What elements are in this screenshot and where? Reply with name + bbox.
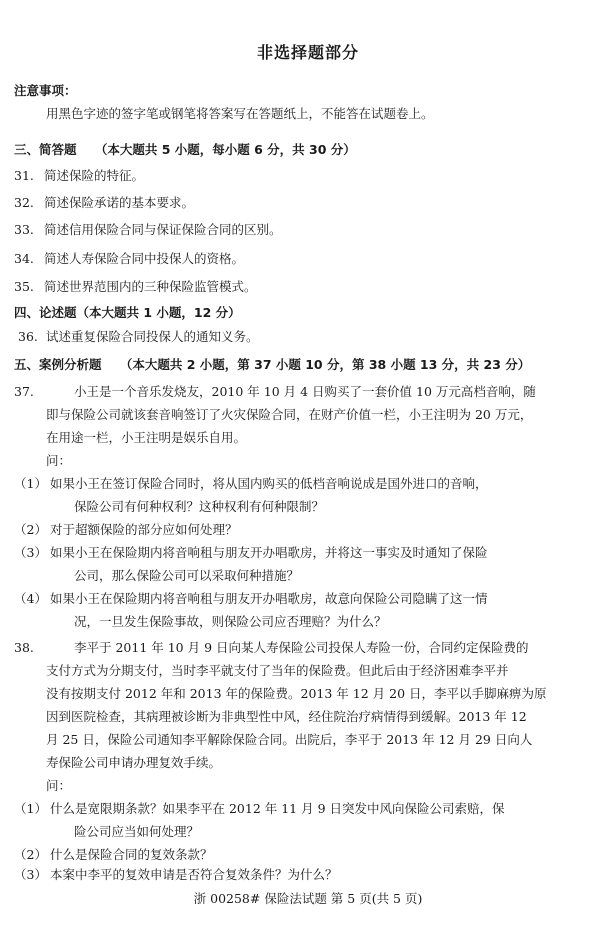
notice-text: 用黑色字迹的签字笔或钢笔将答案写在答题纸上，不能答在试题卷上。 bbox=[46, 106, 434, 121]
sub-question-number: （3） bbox=[14, 867, 47, 882]
question-number-33: 33. bbox=[14, 222, 34, 237]
question-36: 试述重复保险合同投保人的通知义务。 bbox=[46, 329, 259, 344]
case-37-line-2: 即与保险公司就该套音响签订了火灾保险合同，在财产价值一栏，小王注明为 20 万元， bbox=[46, 407, 533, 422]
sub-question-37-1-line-2: 保险公司有何种权利？这种权利有何种限制？ bbox=[74, 499, 325, 514]
section-4-title: 四、论述题（本大题共 1 小题，12 分） bbox=[14, 305, 241, 320]
case-38-line-1: 李平于 2011 年 10 月 9 日向某人寿保险公司投保人寿险一份，合同约定保险费的 bbox=[74, 640, 529, 655]
sub-question-number: （4） bbox=[14, 591, 47, 606]
case-38-line-4: 因到医院检查，其病理被诊断为非典型性中风，经住院治疗病情得到缓解。2013 年 12 bbox=[46, 709, 527, 724]
page-footer: 浙 00258# 保险法试题 第 5 页(共 5 页) bbox=[193, 891, 423, 906]
case-38-line-3: 没有按期支付 2012 年和 2013 年的保险费。2013 年 12 月 20 日，李平以手脚麻痹为原 bbox=[46, 686, 547, 701]
page-title: 非选择题部分 bbox=[256, 43, 359, 62]
question-number-34: 34. bbox=[14, 251, 34, 266]
sub-question-37-2: 对于超额保险的部分应如何处理？ bbox=[50, 522, 238, 537]
section-5-title: 五、案例分析题 bbox=[14, 357, 102, 372]
section-3-note: （本大题共 5 小题，每小题 6 分，共 30 分） bbox=[94, 142, 356, 157]
case-38-line-5: 月 25 日，保险公司通知李平解除保险合同。出院后，李平于 2013 年 12 月 29 日向人 bbox=[46, 732, 533, 747]
sub-question-37-4-line-2: 况，一旦发生保险事故，则保险公司应否理赔？为什么？ bbox=[74, 614, 387, 629]
question-number-35: 35. bbox=[14, 279, 34, 294]
sub-question-37-1-line-1: 如果小王在签订保险合同时，将从国内购买的低档音响说成是国外进口的音响， bbox=[50, 476, 488, 491]
case-38-line-6: 寿保险公司申请办理复效手续。 bbox=[46, 755, 222, 770]
question-number-32: 32. bbox=[14, 195, 34, 210]
question-number-36: 36. bbox=[18, 329, 38, 344]
question-35: 简述世界范围内的三种保险监管模式。 bbox=[44, 279, 257, 294]
case-38-line-2: 支付方式为分期支付，当时李平就支付了当年的保险费。但此后由于经济困难李平并 bbox=[46, 663, 509, 678]
sub-question-37-3-line-2: 公司，那么保险公司可以采取何种措施？ bbox=[74, 568, 300, 583]
question-34: 简述人寿保险合同中投保人的资格。 bbox=[44, 251, 245, 266]
section-heading-5 bbox=[14, 357, 530, 373]
question-32: 简述保险承诺的基本要求。 bbox=[44, 195, 195, 210]
question-number-37: 37. bbox=[14, 384, 34, 399]
section-3-title: 三、简答题 bbox=[14, 142, 77, 157]
sub-question-38-2: 什么是保险合同的复效条款？ bbox=[50, 847, 213, 862]
notice-heading: 注意事项： bbox=[14, 83, 77, 98]
sub-question-38-3: 本案中李平的复效申请是否符合复效条件？为什么？ bbox=[50, 867, 338, 882]
sub-question-38-1-line-2: 险公司应当如何处理？ bbox=[74, 824, 200, 839]
sub-question-number: （1） bbox=[14, 476, 47, 491]
sub-question-37-4-line-1: 如果小王在保险期内将音响租与朋友开办唱歌房，故意向保险公司隐瞒了这一情 bbox=[50, 591, 488, 606]
sub-question-38-1-line-1: 什么是宽限期条款？如果李平在 2012 年 11 月 9 日突发中风向保险公司索赔，保 bbox=[50, 801, 505, 816]
case-37-ask: 问： bbox=[46, 453, 72, 468]
section-5-note: （本大题共 2 小题，第 37 小题 10 分，第 38 小题 13 分，共 23 分） bbox=[119, 357, 531, 372]
question-number-31: 31. bbox=[14, 168, 34, 183]
sub-question-number: （3） bbox=[14, 545, 47, 560]
question-31: 简述保险的特征。 bbox=[44, 168, 145, 183]
sub-question-number: （1） bbox=[14, 801, 47, 816]
sub-question-number: （2） bbox=[14, 847, 47, 862]
sub-question-number: （2） bbox=[14, 522, 47, 537]
section-heading-3 bbox=[14, 142, 356, 158]
case-37-line-1: 小王是一个音乐发烧友，2010 年 10 月 4 日购买了一套价值 10 万元高档音响，随 bbox=[74, 384, 536, 399]
question-33: 简述信用保险合同与保证保险合同的区别。 bbox=[44, 222, 282, 237]
sub-question-37-3-line-1: 如果小王在保险期内将音响租与朋友开办唱歌房，并将这一事实及时通知了保险 bbox=[50, 545, 488, 560]
case-38-ask: 问： bbox=[46, 778, 72, 793]
question-number-38: 38. bbox=[14, 640, 34, 655]
case-37-line-3: 在用途一栏，小王注明是娱乐自用。 bbox=[46, 430, 247, 445]
